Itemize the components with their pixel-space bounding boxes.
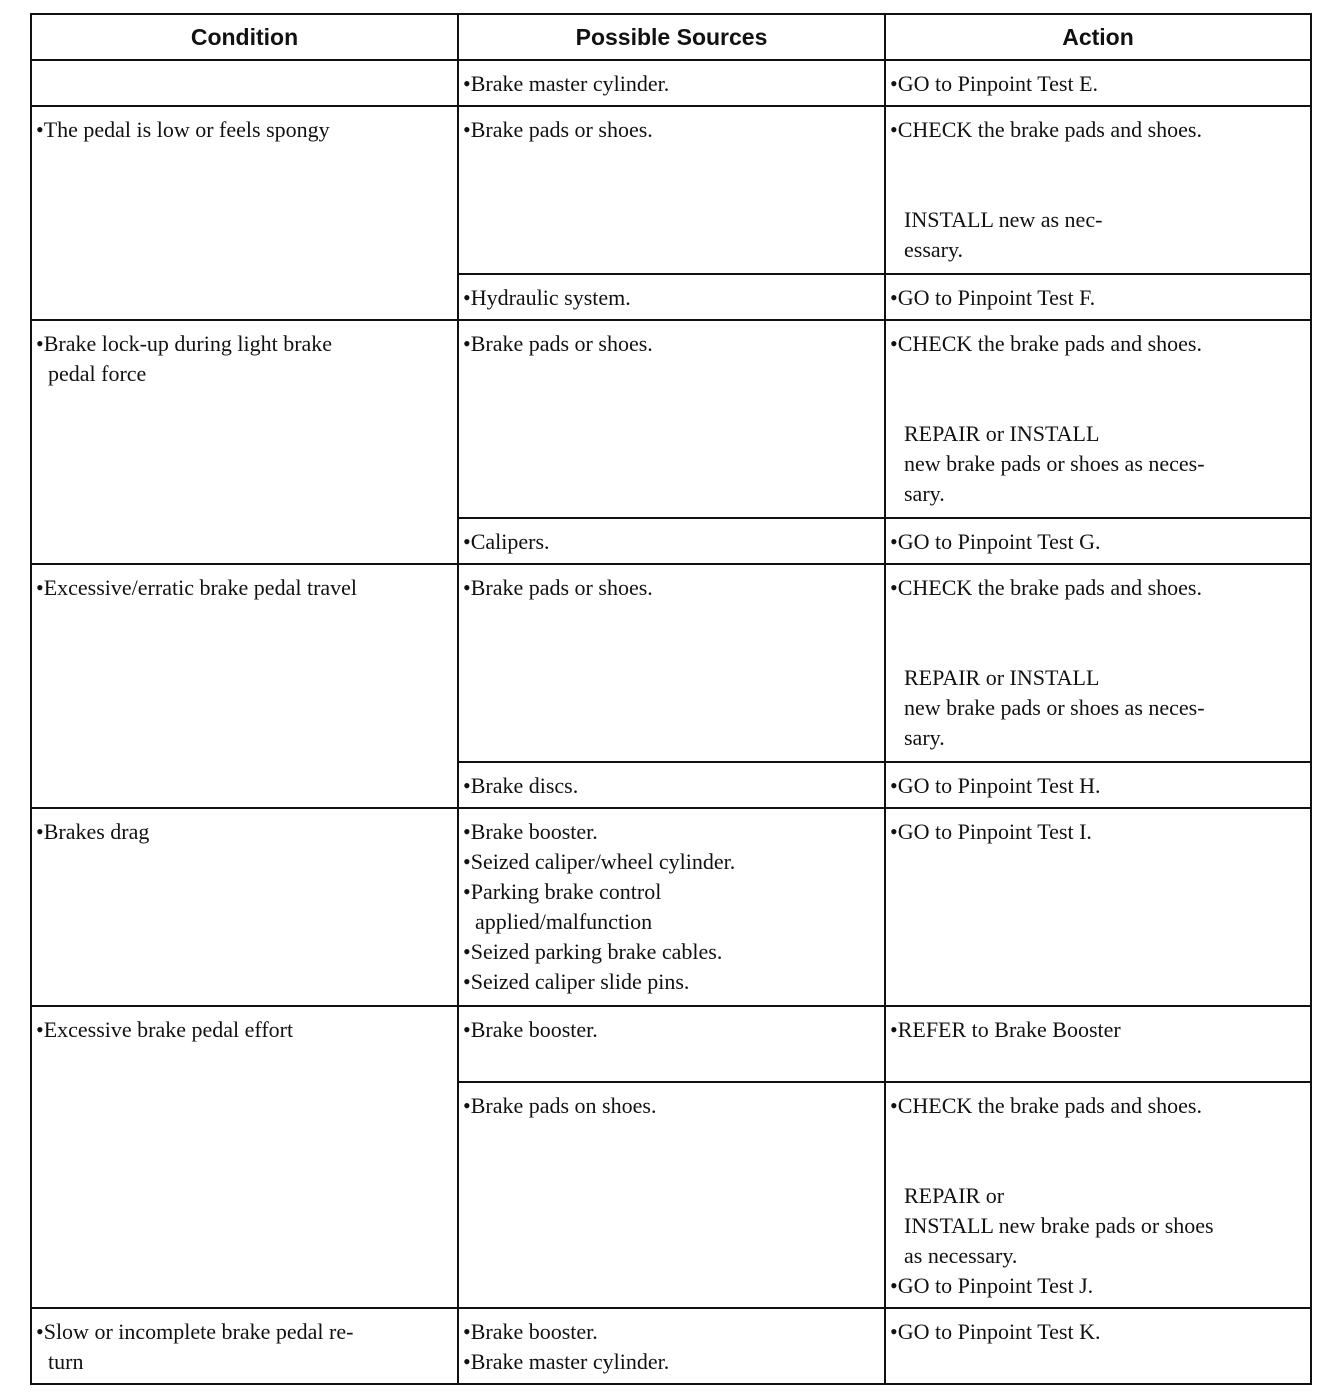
source-line: •Hydraulic system. <box>463 285 631 310</box>
source-cell <box>458 106 885 274</box>
action-cell <box>885 274 1311 320</box>
source-line: •Brake master cylinder. <box>463 1349 670 1374</box>
action-line: •GO to Pinpoint Test K. <box>890 1319 1101 1344</box>
source-cell <box>458 762 885 808</box>
table-row <box>31 106 1311 274</box>
source-line: •Seized parking brake cables. <box>463 939 723 964</box>
condition-cell <box>31 106 458 320</box>
condition-line: •Brake lock-up during light brake <box>36 331 333 356</box>
source-line: •Brake pads or shoes. <box>463 331 653 356</box>
condition-line: •Brakes drag <box>36 819 150 844</box>
source-line: applied/malfunction <box>475 909 653 934</box>
action-line: REPAIR or INSTALL <box>904 421 1100 446</box>
condition-line: turn <box>48 1349 84 1374</box>
source-cell <box>458 808 885 1006</box>
action-line: •CHECK the brake pads and shoes. <box>890 1093 1202 1118</box>
action-line: INSTALL new as nec- <box>904 207 1103 232</box>
condition-cell <box>31 1006 458 1308</box>
action-cell <box>885 518 1311 564</box>
action-line: •REFER to Brake Booster <box>890 1017 1121 1042</box>
source-cell <box>458 274 885 320</box>
action-line: new brake pads or shoes as neces- <box>904 451 1205 476</box>
action-line: •GO to Pinpoint Test G. <box>890 529 1101 554</box>
action-cell <box>885 106 1311 274</box>
action-cell <box>885 1006 1311 1082</box>
source-cell <box>458 320 885 518</box>
table-row <box>31 320 1311 518</box>
table-row <box>31 60 1311 106</box>
condition-line: •The pedal is low or feels spongy <box>36 117 330 142</box>
source-line: •Brake booster. <box>463 1319 598 1344</box>
source-cell <box>458 60 885 106</box>
action-line: INSTALL new brake pads or shoes <box>904 1213 1214 1238</box>
action-line: •CHECK the brake pads and shoes. <box>890 575 1202 600</box>
condition-line: pedal force <box>48 361 147 386</box>
source-line: •Seized caliper/wheel cylinder. <box>463 849 736 874</box>
action-line: •GO to Pinpoint Test H. <box>890 773 1101 798</box>
action-line: •GO to Pinpoint Test I. <box>890 819 1092 844</box>
header-possible-sources: Possible Sources <box>458 14 885 60</box>
source-line: •Brake booster. <box>463 819 598 844</box>
condition-cell <box>31 564 458 808</box>
source-cell <box>458 1308 885 1384</box>
symptom-chart-table <box>30 13 1312 1385</box>
condition-cell <box>31 60 458 106</box>
action-cell <box>885 564 1311 762</box>
source-line: •Brake pads or shoes. <box>463 575 653 600</box>
table-row <box>31 1006 1311 1082</box>
action-line: •GO to Pinpoint Test F. <box>890 285 1096 310</box>
action-cell <box>885 1082 1311 1308</box>
source-line: •Calipers. <box>463 529 550 554</box>
source-line: •Brake pads or shoes. <box>463 117 653 142</box>
source-cell <box>458 1006 885 1082</box>
condition-cell <box>31 1308 458 1384</box>
table-row <box>31 1308 1311 1384</box>
condition-line: •Slow or incomplete brake pedal re- <box>36 1319 354 1344</box>
action-line: •GO to Pinpoint Test E. <box>890 71 1099 96</box>
header-action: Action <box>885 14 1311 60</box>
source-cell <box>458 518 885 564</box>
condition-cell <box>31 320 458 564</box>
source-line: •Parking brake control <box>463 879 662 904</box>
condition-cell <box>31 808 458 1006</box>
action-cell <box>885 60 1311 106</box>
action-cell <box>885 808 1311 1006</box>
source-line: •Brake master cylinder. <box>463 71 670 96</box>
condition-line: •Excessive brake pedal effort <box>36 1017 294 1042</box>
condition-line: •Excessive/erratic brake pedal travel <box>36 575 358 600</box>
table-row <box>31 808 1311 1006</box>
table-row <box>31 564 1311 762</box>
action-line: •GO to Pinpoint Test J. <box>890 1273 1094 1298</box>
action-line: sary. <box>904 481 945 506</box>
source-cell <box>458 1082 885 1308</box>
action-line: new brake pads or shoes as neces- <box>904 695 1205 720</box>
action-line: •CHECK the brake pads and shoes. <box>890 331 1202 356</box>
action-line: REPAIR or <box>904 1183 1005 1208</box>
action-line: as necessary. <box>904 1243 1018 1268</box>
source-line: •Brake pads on shoes. <box>463 1093 657 1118</box>
action-cell <box>885 320 1311 518</box>
source-line: •Brake discs. <box>463 773 579 798</box>
action-line: •CHECK the brake pads and shoes. <box>890 117 1202 142</box>
source-line: •Seized caliper slide pins. <box>463 969 690 994</box>
action-line: sary. <box>904 725 945 750</box>
table-header-row <box>31 14 1311 60</box>
action-line: essary. <box>904 237 964 262</box>
source-line: •Brake booster. <box>463 1017 598 1042</box>
header-condition: Condition <box>31 14 458 60</box>
action-cell <box>885 762 1311 808</box>
action-cell <box>885 1308 1311 1384</box>
action-line: REPAIR or INSTALL <box>904 665 1100 690</box>
diagnosis-page <box>30 13 1310 1385</box>
source-cell <box>458 564 885 762</box>
